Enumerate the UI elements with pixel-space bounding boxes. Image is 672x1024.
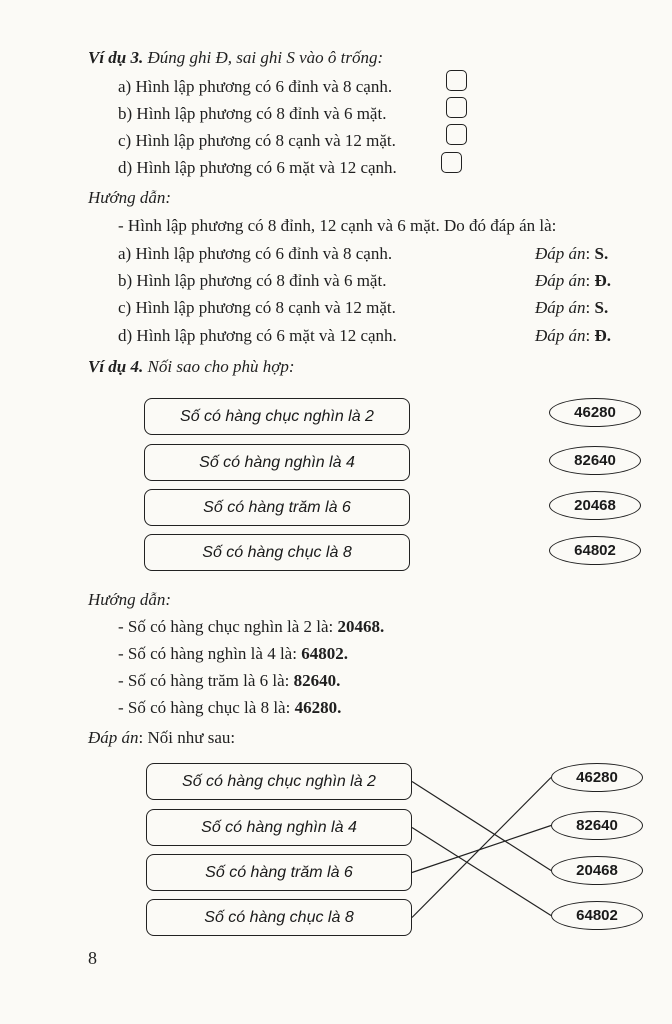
guide-line-value: 20468. <box>337 617 385 636</box>
matched-right-item-4: 64802 <box>551 901 643 930</box>
answer-label: Đáp án <box>88 728 139 747</box>
example4-instruction: Nối sao cho phù hợp: <box>147 357 295 376</box>
left-item-1[interactable]: Số có hàng chục nghìn là 2 <box>144 398 410 435</box>
answer-value-b: Đ. <box>594 271 612 290</box>
example4-guide-label: Hướng dẫn: <box>88 590 172 609</box>
answer-value-c: S. <box>594 298 609 317</box>
matched-left-item-4: Số có hàng chục là 8 <box>146 899 412 936</box>
guide-statement-a: a) Hình lập phương có 6 đỉnh và 8 cạnh. <box>118 244 393 263</box>
answer-b: Đáp án: Đ. <box>535 271 612 290</box>
connector-line-4 <box>412 778 551 918</box>
example3-label: Ví dụ 3. <box>88 48 144 67</box>
guide-line-text: - Số có hàng chục là 8 là: <box>118 698 295 717</box>
guide-statement-d: d) Hình lập phương có 6 mặt và 12 cạnh. <box>118 326 397 345</box>
answer-label: Đáp án <box>535 271 586 290</box>
guide-statement-c: c) Hình lập phương có 8 cạnh và 12 mặt. <box>118 298 396 317</box>
answer-value-a: S. <box>594 244 609 263</box>
answer-c: Đáp án: S. <box>535 298 609 317</box>
connector-line-1 <box>412 782 551 871</box>
statement-d: d) Hình lập phương có 6 mặt và 12 cạnh. <box>118 158 397 177</box>
left-item-3[interactable]: Số có hàng trăm là 6 <box>144 489 410 526</box>
right-item-1[interactable]: 46280 <box>549 398 641 427</box>
connector-line-2 <box>412 828 551 916</box>
answer-d: Đáp án: Đ. <box>535 326 612 345</box>
guide-line-value: 64802. <box>301 644 348 663</box>
matched-right-item-1: 46280 <box>551 763 643 792</box>
right-item-3[interactable]: 20468 <box>549 491 641 520</box>
statement-a: a) Hình lập phương có 6 đỉnh và 8 cạnh. <box>118 77 393 96</box>
matched-left-item-2: Số có hàng nghìn là 4 <box>146 809 412 846</box>
left-item-4[interactable]: Số có hàng chục là 8 <box>144 534 410 571</box>
guide-line-value: 46280. <box>294 698 342 717</box>
answer-label: Đáp án <box>535 298 586 317</box>
matched-left-item-3: Số có hàng trăm là 6 <box>146 854 412 891</box>
connector-line-3 <box>412 826 551 873</box>
matched-left-item-1: Số có hàng chục nghìn là 2 <box>146 763 412 800</box>
left-item-2[interactable]: Số có hàng nghìn là 4 <box>144 444 410 481</box>
answer-value-d: Đ. <box>594 326 612 345</box>
guide-statement-b: b) Hình lập phương có 8 đỉnh và 6 mặt. <box>118 271 387 290</box>
matched-right-item-3: 20468 <box>551 856 643 885</box>
guide-line-value: 82640. <box>293 671 341 690</box>
example4-label: Ví dụ 4. <box>88 357 144 376</box>
answer-label: Đáp án <box>535 326 586 345</box>
statement-b: b) Hình lập phương có 8 đỉnh và 6 mặt. <box>118 104 387 123</box>
page-number: 8 <box>88 948 97 968</box>
example3-instruction: Đúng ghi Đ, sai ghi S vào ô trống: <box>147 48 384 67</box>
guide-line-text: - Số có hàng chục nghìn là 2 là: <box>118 617 338 636</box>
matched-right-item-2: 82640 <box>551 811 643 840</box>
example3-guide-label: Hướng dẫn: <box>88 188 172 207</box>
guide-line-text: - Số có hàng trăm là 6 là: <box>118 671 294 690</box>
right-item-4[interactable]: 64802 <box>549 536 641 565</box>
guide-line-text: - Số có hàng nghìn là 4 là: <box>118 644 302 663</box>
statement-c: c) Hình lập phương có 8 cạnh và 12 mặt. <box>118 131 396 150</box>
answer-a: Đáp án: S. <box>535 244 609 263</box>
right-item-2[interactable]: 82640 <box>549 446 641 475</box>
example3-guide-intro: - Hình lập phương có 8 đỉnh, 12 cạnh và 6 mặt. Do đó đáp án là: <box>118 216 557 235</box>
answer-text: : Nối như sau: <box>138 728 236 747</box>
answer-label: Đáp án <box>535 244 586 263</box>
